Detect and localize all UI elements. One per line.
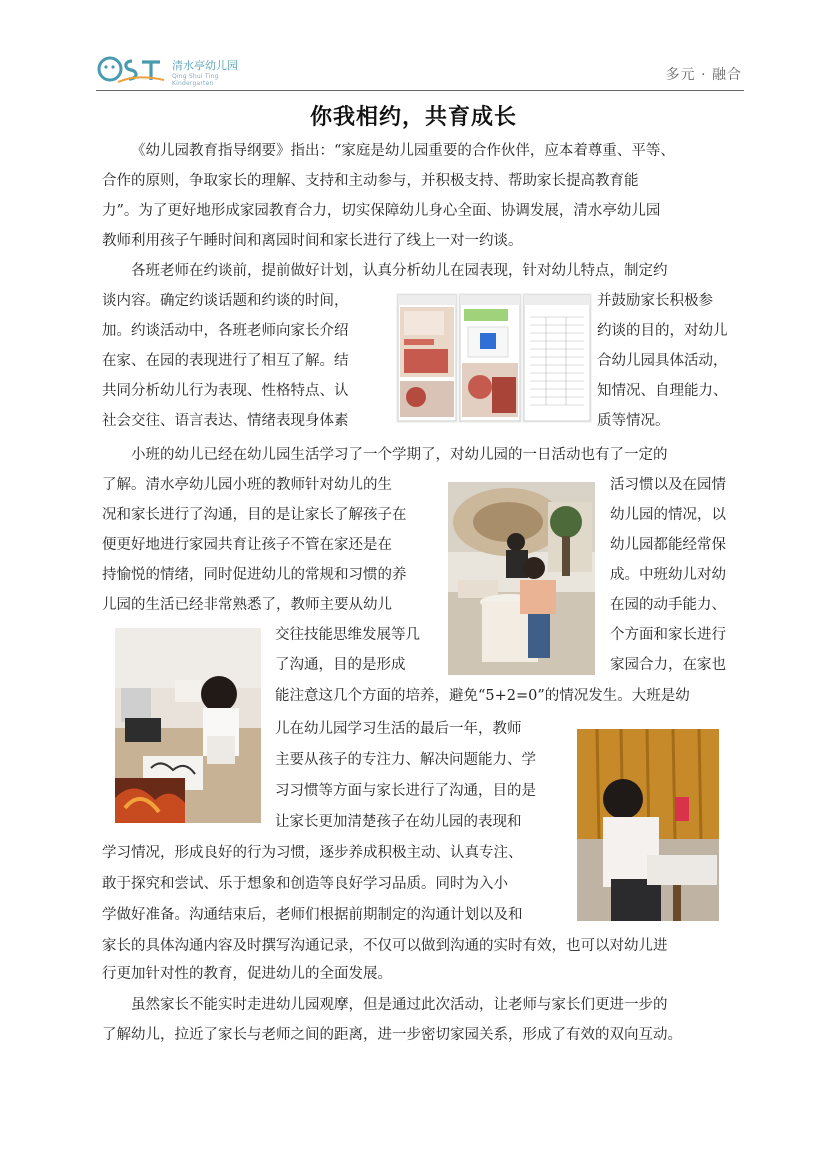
header-motto: 多元 · 融合 bbox=[665, 67, 742, 83]
text-line: 交往技能思维发展等几 bbox=[275, 627, 420, 643]
logo-text: 清水亭幼儿园 bbox=[172, 59, 238, 72]
text-line: 习习惯等方面与家长进行了沟通，目的是 bbox=[275, 783, 536, 799]
text-line: 在家、在园的表现进行了相互了解。结 bbox=[102, 353, 349, 369]
text-line: 各班老师在约谈前，提前做好计划，认真分析幼儿在园表现，针对幼儿特点，制定约 bbox=[131, 263, 668, 279]
text-line: 《幼儿园教育指导纲要》指出：“家庭是幼儿园重要的合作伙伴，应本着尊重、平等、 bbox=[131, 143, 675, 159]
text-line: 持愉悦的情绪，同时促进幼儿的常规和习惯的养 bbox=[102, 567, 407, 583]
text-line: 加。约谈活动中，各班老师向家长介绍 bbox=[102, 323, 349, 339]
text-line: 个方面和家长进行 bbox=[610, 627, 726, 643]
text-line: 让家长更加清楚孩子在幼儿园的表现和 bbox=[275, 814, 522, 830]
photo-child-drawing bbox=[115, 628, 261, 823]
photo-teacher-lobby bbox=[448, 482, 595, 675]
text-line: 在园的动手能力、 bbox=[610, 597, 726, 613]
text-line: 家园合力，在家也 bbox=[610, 657, 726, 673]
text-line: 敢于探究和尝试、乐于想象和创造等良好学习品质。同时为入小 bbox=[102, 876, 508, 892]
text-line: 家长的具体沟通内容及时撰写沟通记录，不仅可以做到沟通的实时有效，也可以对幼儿进 bbox=[102, 938, 668, 954]
text-line: 力”。为了更好地形成家园教育合力，切实保障幼儿身心全面、协调发展，清水亭幼儿园 bbox=[102, 203, 661, 219]
text-line: 幼儿园都能经常保 bbox=[610, 537, 726, 553]
text-line: 儿园的生活已经非常熟悉了，教师主要从幼儿 bbox=[102, 597, 392, 613]
text-line: 社会交往、语言表达、情绪表现身体素 bbox=[102, 413, 349, 429]
text-line: 况和家长进行了沟通，目的是让家长了解孩子在 bbox=[102, 507, 407, 523]
logo-icon bbox=[96, 52, 168, 86]
text-line: 共同分析幼儿行为表现、性格特点、认 bbox=[102, 383, 349, 399]
text-line: 约谈的目的，对幼儿 bbox=[597, 323, 728, 339]
photo-chat-screenshots bbox=[396, 293, 592, 423]
text-line: 儿在幼儿园学习生活的最后一年，教师 bbox=[275, 721, 522, 737]
text-line: 能注意这几个方面的培养，避免“5+2=0”的情况发生。大班是幼 bbox=[275, 688, 690, 704]
text-line: 了沟通，目的是形成 bbox=[275, 657, 406, 673]
text-line: 质等情况。 bbox=[597, 413, 670, 429]
text-line: 教师利用孩子午睡时间和离园时间和家长进行了线上一对一约谈。 bbox=[102, 233, 523, 249]
text-line: 并鼓励家长积极参 bbox=[597, 293, 713, 309]
page-header bbox=[96, 52, 744, 90]
text-line: 便更好地进行家园共育让孩子不管在家还是在 bbox=[102, 537, 392, 553]
text-line: 学习情况，形成良好的行为习惯，逐步养成积极主动、认真专注、 bbox=[102, 845, 523, 861]
text-line: 合幼儿园具体活动， bbox=[597, 353, 728, 369]
text-line: 主要从孩子的专注力、解决问题能力、学 bbox=[275, 752, 536, 768]
text-line: 虽然家长不能实时走进幼儿园观摩，但是通过此次活动，让老师与家长们更进一步的 bbox=[131, 997, 668, 1013]
text-line: 了解。清水亭幼儿园小班的教师针对幼儿的生 bbox=[102, 477, 392, 493]
text-line: 行更加针对性的教育，促进幼儿的全面发展。 bbox=[102, 966, 392, 982]
text-line: 谈内容。确定约谈话题和约谈的时间， bbox=[102, 293, 349, 309]
logo-subtext: Qing Shui Ting Kindergarten bbox=[172, 73, 219, 87]
text-line: 成。中班幼儿对幼 bbox=[610, 567, 726, 583]
page-title: 你我相约，共育成长 bbox=[309, 105, 517, 130]
text-line: 知情况、自理能力、 bbox=[597, 383, 728, 399]
text-line: 小班的幼儿已经在幼儿园生活学习了一个学期了，对幼儿园的一日活动也有了一定的 bbox=[131, 447, 668, 463]
text-line: 合作的原则，争取家长的理解、支持和主动参与，并积极支持、帮助家长提高教育能 bbox=[102, 173, 639, 189]
text-line: 学做好准备。沟通结束后，老师们根据前期制定的沟通计划以及和 bbox=[102, 907, 523, 923]
kindergarten-logo bbox=[96, 52, 256, 86]
header-divider bbox=[96, 90, 744, 91]
photo-video-call bbox=[577, 729, 719, 921]
text-line: 活习惯以及在园情 bbox=[610, 477, 726, 493]
text-line: 了解幼儿，拉近了家长与老师之间的距离，进一步密切家园关系，形成了有效的双向互动。 bbox=[102, 1027, 682, 1043]
text-line: 幼儿园的情况，以 bbox=[610, 507, 726, 523]
